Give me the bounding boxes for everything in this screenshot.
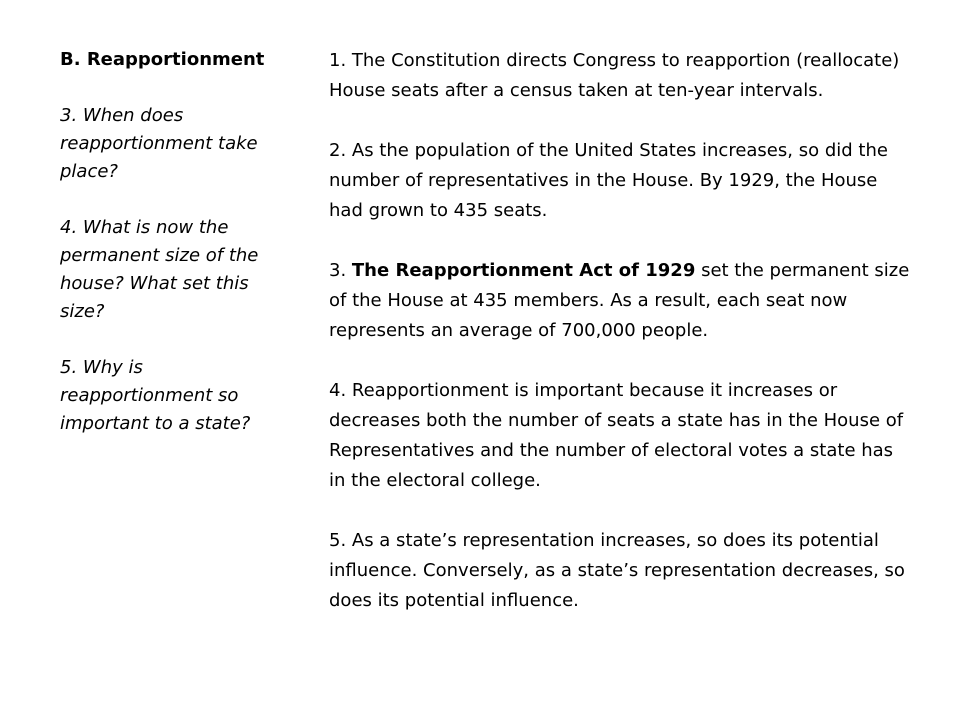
answers-column — [329, 46, 914, 616]
spacer — [329, 496, 914, 526]
answer-2: 2. As the population of the United States increases, so did the number of representatives in the House. By 1929, the House had grown to 435 seats. — [329, 140, 888, 221]
spacer — [329, 106, 914, 136]
answer-3-act-name: The Reapportionment Act of 1929 — [351, 260, 696, 281]
spacer — [60, 326, 282, 354]
question-5: 5. Why is reapportionment so important to a state? — [60, 357, 251, 434]
question-3: 3. When does reapportionment take place? — [60, 105, 258, 182]
answer-1: 1. The Constitution directs Congress to reapportion (reallocate) House seats after a census taken at ten-year intervals. — [329, 50, 900, 101]
answer-5: 5. As a state’s representation increases, so does its potential influence. Conversely, as a state’s representation decreases, so does its potential influence. — [329, 530, 905, 611]
answer-4: 4. Reapportionment is important because it increases or decreases both the number of seats a state has in the House of Representatives and the number of electoral votes a state has in the electoral college. — [329, 380, 904, 491]
spacer — [60, 74, 282, 102]
spacer — [329, 346, 914, 376]
question-4: 4. What is now the permanent size of the house? What set this size? — [60, 217, 259, 322]
answer-3-number: 3. — [329, 260, 352, 281]
spacer — [329, 226, 914, 256]
section-heading: B. Reapportionment — [60, 49, 265, 70]
answer-3-text: set the permanent size of the House at 435 members. As a result, each seat now represents an average of 700,000 people. — [329, 260, 910, 341]
questions-column — [60, 46, 282, 438]
answer-3 — [329, 256, 914, 346]
spacer — [60, 186, 282, 214]
